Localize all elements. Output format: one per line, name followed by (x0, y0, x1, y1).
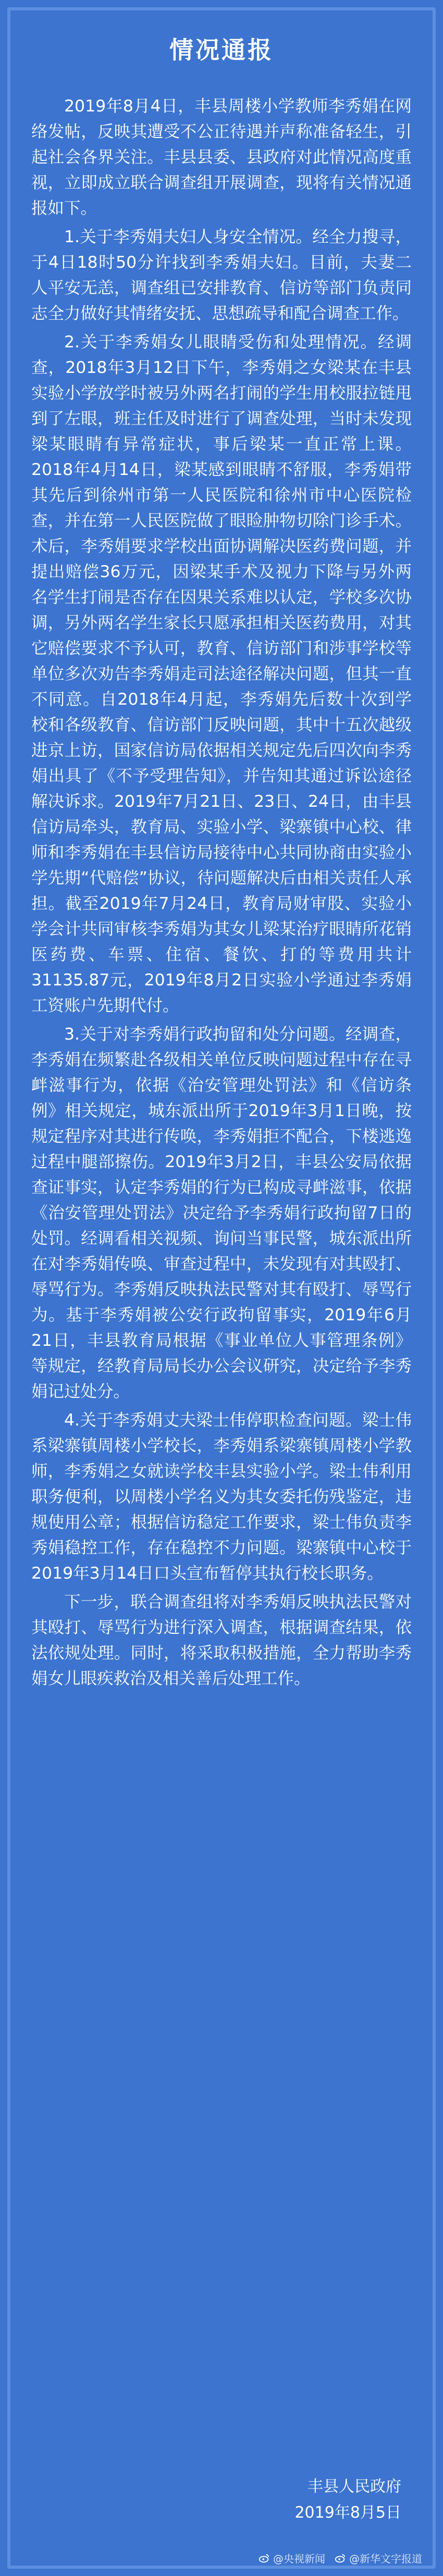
section-1-paragraph: 1.关于李秀娟夫妇人身安全情况。经全力搜寻，于4日18时50分许找到李秀娟夫妇。目前，夫妻二人平安无恙，调查组已安排教育、信访等部门负责同志全力做好其情绪安抚、思想疏导和配合调查工作。 (31, 228, 412, 323)
org-watermark (335, 2550, 422, 2566)
section-2-paragraph: 2.关于李秀娟女儿眼睛受伤和处理情况。经调查，2018年3月12日下午，李秀娟之女梁某在丰县实验小学放学时被另外两名打闹的学生用校服拉链甩到了左眼，班主任及时进行了调查处理，当时未发现梁某眼睛有异常症状，事后梁某一直正常上课。2018年4月14日，梁某感到眼睛不舒服，李秀娟带其先后到徐州市第一人民医院和徐州市中心医院检查，并在第一人民医院做了眼睑肿物切除门诊手术。术后，李秀娟要求学校出面协调解决医药费问题，并提出赔偿36万元，因梁某手术及视力下降与另外两名学生打闹是否存在因果关系难以认定，学校多次协调，另外两名学生家长只愿承担相关医药费用，对其它赔偿要求不予认可，教育、信访部门和涉事学校等单位多次劝告李秀娟走司法途径解决问题，但其一直不同意。自2018年4月起，李秀娟先后数十次到学校和各级教育、信访部门反映问题，其中十五次越级进京上访，国家信访局依据相关规定先后四次向李秀娟出具了《不予受理告知》，并告知其通过诉讼途径解决诉求。2019年7月21日、23日、24日，由丰县信访局牵头，教育局、实验小学、梁寨镇中心校、律师和李秀娟在丰县信访局接待中心共同协商由实验小学先期“代赔偿”协议，待问题解决后由相关责任人承担。截至2019年7月24日，教育局财审股、实验小学会计共同审核李秀娟为其女儿梁某治疗眼睛所花销医药费、车票、住宿、餐饮、打的等费用共计31135.87元，2019年8月2日实验小学通过李秀娟工资账户先期代付。 (31, 333, 412, 1015)
signature-date: 2019年8月5日 (294, 2504, 401, 2522)
signature-org: 丰县人民政府 (307, 2478, 401, 2496)
cctv-watermark (259, 2550, 325, 2566)
org-watermark-text: @新华文字报道 (349, 2553, 422, 2565)
signature-block (294, 2474, 401, 2526)
document-title: 情况通报 (169, 36, 274, 64)
intro-paragraph: 2019年8月4日，丰县周楼小学教师李秀娟在网络发帖，反映其遭受不公正待遇并声称准备轻生，引起社会各界关注。丰县县委、县政府对此情况高度重视，立即成立联合调查组开展调查，现将有关情况通报如下。 (31, 97, 412, 218)
cctv-watermark-text: @央视新闻 (273, 2553, 325, 2565)
section-3-paragraph: 3.关于对李秀娟行政拘留和处分问题。经调查，李秀娟在频繁赴各级相关单位反映问题过程中存在寻衅滋事行为，依据《治安管理处罚法》和《信访条例》相关规定，城东派出所于2019年3月1日晚，按规定程序对其进行传唤，李秀娟拒不配合，下楼逃逸过程中腿部擦伤。2019年3月2日，丰县公安局依据查证事实，认定李秀娟的行为已构成寻衅滋事，依据《治安管理处罚法》决定给予李秀娟行政拘留7日的处罚。经调看相关视频、询问当事民警，城东派出所在对李秀娟传唤、审查过程中，未发现有对其殴打、辱骂行为。李秀娟反映执法民警对其有殴打、辱骂行为。基于李秀娟被公安行政拘留事实，2019年6月21日，丰县教育局根据《事业单位人事管理条例》等规定，经教育局局长办公会议研究，决定给予李秀娟记过处分。 (31, 1025, 412, 1401)
weibo-icon (259, 2553, 270, 2564)
next-steps-paragraph: 下一步，联合调查组将对李秀娟反映执法民警对其殴打、辱骂行为进行深入调查，根据调查结果，依法依规处理。同时，将采取积极措施，全力帮助李秀娟女儿眼疾救治及相关善后处理工作。 (31, 1593, 412, 1688)
section-4-paragraph: 4.关于李秀娟丈夫梁士伟停职检查问题。梁士伟系梁寨镇周楼小学校长，李秀娟系梁寨镇周楼小学教师，李秀娟之女就读学校丰县实验小学。梁士伟利用职务便利，以周楼小学名义为其女委托伤残鉴定，违规使用公章；根据信访稳定工作要求，梁士伟负责李秀娟稳控工作，存在稳控不力问题。梁寨镇中心校于2019年3月14日口头宣布暂停其执行校长职务。 (31, 1411, 412, 1583)
document-body (31, 94, 412, 1695)
weibo-icon (335, 2553, 346, 2564)
watermarks (259, 2550, 422, 2566)
